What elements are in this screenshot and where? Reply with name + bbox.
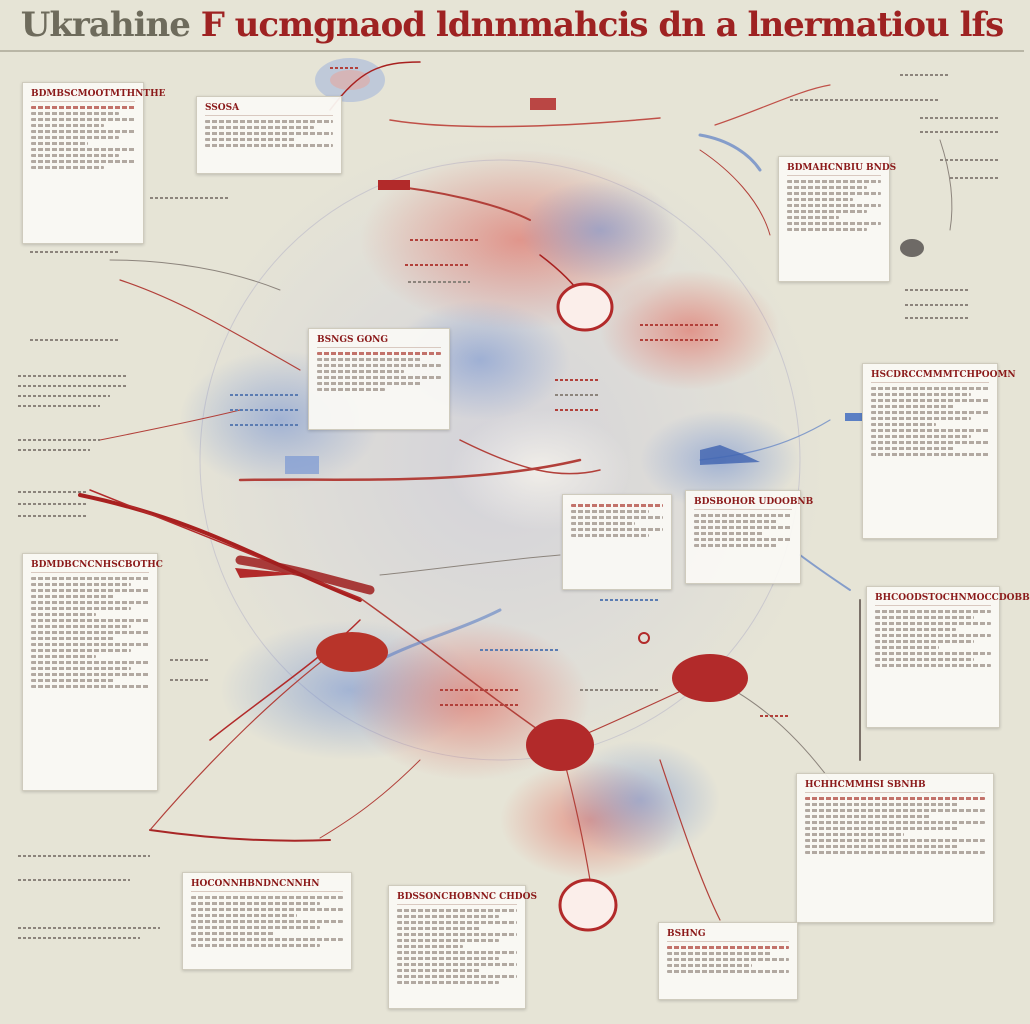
card-left-lower (22, 553, 163, 791)
text-line (31, 625, 131, 628)
card-header: HOCONNHBNDNCNNHN (191, 879, 343, 892)
text-line (31, 619, 149, 622)
text-line (875, 664, 991, 667)
text-line (805, 833, 904, 836)
text-line (191, 932, 275, 935)
text-line (787, 180, 881, 183)
red-node-4 (558, 284, 612, 330)
text-line (787, 210, 867, 213)
text-line (31, 685, 149, 688)
text-line (787, 186, 867, 189)
text-line (694, 544, 777, 547)
card-bottom-right (658, 922, 798, 1000)
card-header: BDSSONCHOBNNC CHDOS (397, 892, 517, 905)
red-node-3 (526, 719, 594, 771)
text-line (31, 601, 149, 604)
text-line (571, 510, 649, 513)
text-line (871, 417, 971, 420)
text-line (694, 526, 792, 529)
text-line (397, 921, 517, 924)
text-line (805, 839, 985, 842)
text-line (31, 130, 135, 133)
text-line (31, 607, 131, 610)
text-line (205, 132, 333, 135)
text-line (31, 595, 114, 598)
text-line (397, 951, 517, 954)
text-line (205, 120, 333, 123)
text-line (397, 969, 481, 972)
text-line (397, 939, 499, 942)
text-line (667, 952, 771, 955)
text-line (397, 945, 463, 948)
card-right-mid (862, 363, 1016, 539)
text-line (31, 166, 104, 169)
card-bottom-center (388, 885, 537, 1009)
title-first-word: Ukrahine (20, 5, 190, 45)
text-line (397, 915, 499, 918)
text-line (871, 405, 954, 408)
text-line (875, 628, 956, 631)
text-line (191, 908, 343, 911)
card-right-upper (778, 156, 897, 282)
text-line (317, 364, 441, 367)
text-line (787, 228, 867, 231)
text-line (805, 827, 958, 830)
text-line (871, 411, 989, 414)
text-line (694, 520, 777, 523)
central-globe (170, 58, 830, 880)
text-line (571, 522, 635, 525)
text-line (875, 652, 991, 655)
card-header: BSNGS GONG (317, 335, 441, 348)
text-line (875, 622, 991, 625)
text-line (31, 631, 149, 634)
text-line (317, 370, 404, 373)
card-right-lower (866, 586, 1030, 728)
text-line (694, 514, 792, 517)
card-bottom-left (182, 872, 352, 970)
text-line (317, 358, 422, 361)
text-line (205, 138, 295, 141)
card-header: BDSBOHOR UDOOBNB (694, 497, 792, 510)
card-header: BDMBSCMOOTMTHNTHE (31, 89, 135, 102)
text-line (667, 970, 789, 973)
text-line (571, 504, 663, 507)
text-line (871, 441, 989, 444)
text-line (31, 118, 135, 121)
red-node-1 (316, 632, 388, 672)
card-header: HCHHCMMHSI SBNHB (805, 780, 985, 793)
card-top-left (22, 82, 166, 244)
text-line (397, 957, 499, 960)
text-line (31, 637, 114, 640)
blue-tag-1 (285, 456, 319, 474)
text-line (31, 589, 149, 592)
card-header: HSCDRCCMMMTCHPOOMN (871, 370, 989, 383)
text-line (31, 667, 131, 670)
text-line (31, 124, 104, 127)
card-header: BHCOODSTOCHNMOCCDOBB (875, 593, 991, 606)
page-title (21, 5, 1004, 45)
text-line (31, 649, 131, 652)
text-line (805, 809, 985, 812)
text-line (31, 583, 131, 586)
card-header: BDMAHCNBIU BNDS (787, 163, 881, 176)
text-line (31, 160, 135, 163)
text-line (317, 376, 441, 379)
red-tag-2 (530, 98, 556, 110)
text-line (31, 679, 114, 682)
text-line (397, 963, 517, 966)
text-line (871, 453, 989, 456)
text-line (805, 803, 958, 806)
text-line (205, 126, 314, 129)
text-line (31, 643, 149, 646)
text-line (805, 821, 985, 824)
text-line (397, 927, 481, 930)
text-line (31, 112, 119, 115)
card-top-center (196, 96, 342, 174)
text-line (31, 142, 88, 145)
card-header: BSHNG (667, 929, 789, 942)
text-line (31, 106, 135, 109)
text-line (397, 975, 517, 978)
text-line (805, 797, 985, 800)
text-line (571, 516, 663, 519)
text-line (31, 613, 96, 616)
text-line (805, 845, 958, 848)
card-center-small (562, 494, 672, 590)
text-line (191, 914, 297, 917)
text-line (571, 528, 663, 531)
text-line (31, 655, 96, 658)
text-line (317, 352, 441, 355)
red-tag-1 (378, 180, 410, 190)
text-line (875, 634, 991, 637)
card-header: SSOSA (205, 103, 333, 116)
text-line (31, 148, 135, 151)
text-line (871, 393, 971, 396)
text-line (31, 661, 149, 664)
text-line (191, 944, 320, 947)
text-line (31, 154, 119, 157)
text-line (875, 610, 991, 613)
red-tag-3 (845, 413, 863, 421)
text-line (571, 534, 649, 537)
text-line (191, 896, 343, 899)
text-line (191, 938, 343, 941)
title-rest: F ucmgnaod ldnnmahcis dn a lnermatiou lfs (200, 5, 1004, 45)
text-line (787, 198, 853, 201)
text-line (667, 958, 789, 961)
text-line (31, 673, 149, 676)
text-line (787, 222, 881, 225)
text-line (31, 577, 149, 580)
text-line (875, 616, 974, 619)
text-line (871, 447, 954, 450)
text-line (875, 640, 974, 643)
text-line (667, 964, 752, 967)
text-line (805, 815, 931, 818)
text-line (694, 532, 763, 535)
text-line (397, 933, 517, 936)
text-line (787, 216, 839, 219)
text-line (667, 946, 789, 949)
text-line (191, 926, 320, 929)
card-bottom-right-mid (796, 773, 994, 923)
card-header: BDMDBCNCNHSCBOTHC (31, 560, 149, 573)
text-line (191, 920, 343, 923)
text-line (191, 902, 320, 905)
text-line (787, 204, 881, 207)
text-line (871, 435, 971, 438)
text-line (787, 192, 881, 195)
red-node-5 (560, 880, 616, 930)
text-line (205, 144, 333, 147)
text-line (875, 646, 939, 649)
text-line (694, 538, 792, 541)
text-line (875, 658, 974, 661)
text-line (31, 136, 119, 139)
grey-dome (900, 239, 924, 257)
text-line (871, 399, 989, 402)
card-center (308, 328, 450, 430)
text-line (871, 429, 989, 432)
card-center-right (685, 490, 814, 584)
text-line (317, 382, 422, 385)
text-line (397, 981, 499, 984)
text-line (397, 909, 517, 912)
red-node-2 (672, 654, 748, 702)
text-line (871, 387, 989, 390)
text-line (317, 388, 385, 391)
text-line (805, 851, 985, 854)
text-line (871, 423, 936, 426)
title-bar (0, 0, 1024, 52)
